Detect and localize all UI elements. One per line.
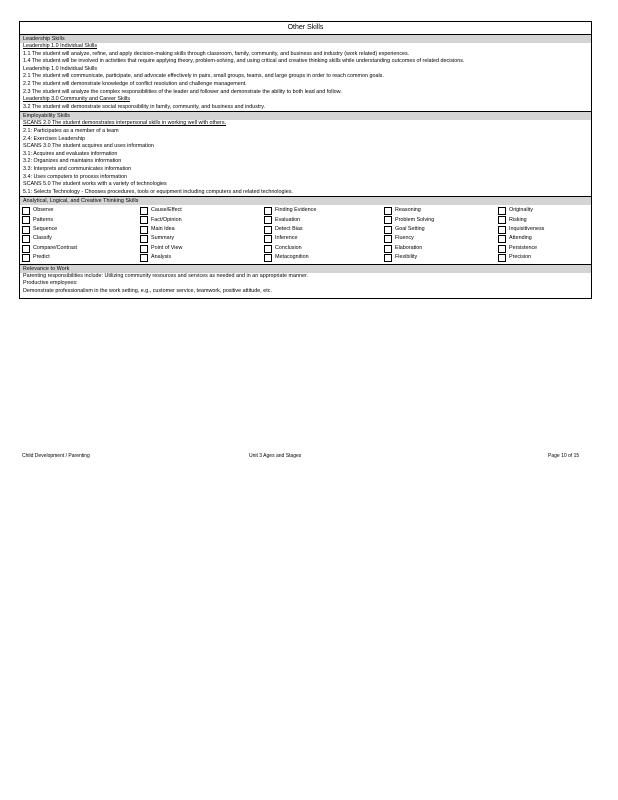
leadership-line: Leadership 1.0 Individual Skills <box>23 65 98 72</box>
checklist-item-label: Observe <box>33 207 54 214</box>
leadership-line: 3.2 The student will demonstrate social responsibility in family, community, and business and industry. <box>23 103 265 110</box>
checkbox[interactable] <box>22 254 30 262</box>
checklist-item[interactable] <box>140 234 264 243</box>
checklist-item-label: Reasoning <box>395 207 421 214</box>
checkbox[interactable] <box>140 245 148 253</box>
checklist-item-label: Finding Evidence <box>275 207 317 214</box>
checklist-item-label: Persistence <box>509 244 538 251</box>
checklist-item[interactable] <box>384 216 498 225</box>
checkbox[interactable] <box>264 207 272 215</box>
checklist-item[interactable] <box>264 253 384 262</box>
checklist-item[interactable] <box>264 225 384 234</box>
checklist-item[interactable] <box>384 234 498 243</box>
leadership-line: 1.4 The student will be involved in activities that require applying theory, problem-solving, and using critical and creative thinking skills while understanding outcomes of related decisions. <box>23 58 465 65</box>
checkbox[interactable] <box>140 254 148 262</box>
checklist-item[interactable] <box>384 225 498 234</box>
employability-line: 2.1: Participates as a member of a team <box>23 127 119 134</box>
checklist-item-label: Elaboration <box>395 244 423 251</box>
checklist-item-label: Inquisitiveness <box>509 226 545 233</box>
checkbox[interactable] <box>140 235 148 243</box>
checkbox[interactable] <box>264 254 272 262</box>
checkbox[interactable] <box>498 254 506 262</box>
checklist-item[interactable] <box>498 253 588 262</box>
footer-course: Child Development / Parenting <box>22 453 90 459</box>
checklist-item-label: Attending <box>509 235 532 242</box>
relevance-line: Demonstrate professionalism in the work setting, e.g., customer service, teamwork, positive attitude, etc. <box>23 287 272 294</box>
relevance-line: Productive employees: <box>23 280 78 287</box>
thinking-skills-checklist <box>20 205 591 263</box>
checklist-item-label: Fact/Opinion <box>151 216 182 223</box>
checklist-item[interactable] <box>498 216 588 225</box>
checklist-item-label: Problem Solving <box>395 216 435 223</box>
checklist-item[interactable] <box>264 216 384 225</box>
checklist-item[interactable] <box>264 244 384 253</box>
checklist-item[interactable] <box>140 216 264 225</box>
checkbox[interactable] <box>498 245 506 253</box>
checklist-item-label: Goal Setting <box>395 226 425 233</box>
employability-line: 3.4: Uses computers to process information <box>23 173 127 180</box>
checklist-item-label: Analysis <box>151 254 172 261</box>
employability-line: SCANS 2.0 The student demonstrates interpersonal skills in working well with others. <box>23 120 227 127</box>
checklist-item[interactable] <box>498 234 588 243</box>
footer-page-number: Page 10 of 15 <box>548 453 580 459</box>
checklist-item[interactable] <box>22 253 140 262</box>
relevance-header: Relevance to Work <box>20 264 591 273</box>
checklist-item[interactable] <box>22 206 140 215</box>
checkbox[interactable] <box>22 226 30 234</box>
checklist-item[interactable] <box>140 225 264 234</box>
employability-line: 5.1: Selects Technology - Chooses procedures, tools or equipment including computers and related technologies. <box>23 188 293 195</box>
checklist-item-label: Detect Bias <box>275 226 303 233</box>
thinking-header: Analytical, Logical, and Creative Thinking Skills <box>20 196 591 205</box>
checklist-item-label: Classify <box>33 235 52 242</box>
checkbox[interactable] <box>384 216 392 224</box>
checklist-item-label: Metacognition <box>275 254 309 261</box>
checkbox[interactable] <box>264 216 272 224</box>
leadership-line: 2.1 The student will communicate, participate, and advocate effectively in pairs, small groups, teams, and large groups in order to reach common goals. <box>23 73 384 80</box>
leadership-line: 2.3 The student will analyze the complex responsibilities of the leader and follower and demonstrate the ability to both lead and follow. <box>23 88 342 95</box>
checkbox[interactable] <box>140 207 148 215</box>
checklist-item[interactable] <box>22 244 140 253</box>
checklist-item-label: Compare/Contrast <box>33 244 78 251</box>
leadership-line: 1.1 The student will analyze, refine, and apply decision-making skills through classroom, family, community, and business and industry (work related) experiences. <box>23 50 410 57</box>
checklist-item-label: Point of View <box>151 244 183 251</box>
checkbox[interactable] <box>384 254 392 262</box>
checkbox[interactable] <box>498 216 506 224</box>
checklist-item-label: Predict <box>33 254 50 261</box>
checklist-item-label: Flexibility <box>395 254 418 261</box>
checklist-item[interactable] <box>22 234 140 243</box>
checklist-item-label: Cause/Effect <box>151 207 182 214</box>
leadership-section <box>20 43 591 111</box>
checklist-item-label: Fluency <box>395 235 414 242</box>
checkbox[interactable] <box>384 207 392 215</box>
checkbox[interactable] <box>264 245 272 253</box>
checklist-item[interactable] <box>384 206 498 215</box>
checklist-item-label: Evaluation <box>275 216 301 223</box>
employability-section <box>20 120 591 196</box>
checklist-item[interactable] <box>498 244 588 253</box>
checklist-item[interactable] <box>140 253 264 262</box>
checkbox[interactable] <box>264 226 272 234</box>
employability-line: SCANS 3.0 The student acquires and uses information <box>23 143 154 150</box>
checkbox[interactable] <box>22 245 30 253</box>
checkbox[interactable] <box>498 226 506 234</box>
checklist-item-label: Conclusion <box>275 244 302 251</box>
skills-table <box>19 21 592 299</box>
checklist-item[interactable] <box>498 206 588 215</box>
checkbox[interactable] <box>498 235 506 243</box>
employability-line: 3.2: Organizes and maintains information <box>23 158 122 165</box>
relevance-line: Parenting responsibilities include: Utilizing community resources and services as needed and in an appropriate manner. <box>23 272 308 279</box>
employability-line: SCANS 5.0 The student works with a variety of technologies <box>23 181 167 188</box>
leadership-line: 2.2 The student will demonstrate knowledge of conflict resolution and challenge management. <box>23 80 247 87</box>
checkbox[interactable] <box>498 207 506 215</box>
checkbox[interactable] <box>22 235 30 243</box>
checkbox[interactable] <box>264 235 272 243</box>
checkbox[interactable] <box>384 226 392 234</box>
checkbox[interactable] <box>384 245 392 253</box>
checklist-item[interactable] <box>22 225 140 234</box>
checkbox[interactable] <box>140 216 148 224</box>
checklist-item[interactable] <box>140 244 264 253</box>
relevance-section <box>20 273 591 299</box>
checklist-item[interactable] <box>22 216 140 225</box>
table-title: Other Skills <box>287 24 324 31</box>
employability-line: 2.4: Exercises Leadership <box>23 135 86 142</box>
employability-header: Employability Skills <box>20 111 591 120</box>
employability-line: 3.3: Interprets and communicates information <box>23 165 132 172</box>
checklist-item[interactable] <box>384 244 498 253</box>
leadership-line: Leadership 3.0 Community and Career Skills <box>23 96 130 103</box>
checklist-item[interactable] <box>384 253 498 262</box>
checklist-item[interactable] <box>498 225 588 234</box>
checklist-item-label: Main Idea <box>151 226 175 233</box>
checklist-item[interactable] <box>140 206 264 215</box>
employability-line: 3.1: Acquires and evaluates information <box>23 150 118 157</box>
checkbox[interactable] <box>22 207 30 215</box>
checklist-item[interactable] <box>264 234 384 243</box>
checklist-item[interactable] <box>264 206 384 215</box>
checklist-item-label: Precision <box>509 254 532 261</box>
checkbox[interactable] <box>140 226 148 234</box>
checklist-item-label: Summary <box>151 235 175 242</box>
checklist-item-label: Inference <box>275 235 298 242</box>
checkbox[interactable] <box>384 235 392 243</box>
checklist-item-label: Originality <box>509 207 533 214</box>
checklist-item-label: Risking <box>509 216 527 223</box>
checklist-item-label: Sequence <box>33 226 58 233</box>
leadership-line: Leadership 1.0 Individual Skills <box>23 43 98 49</box>
checklist-item-label: Patterns <box>33 216 54 223</box>
leadership-header: Leadership Skills <box>20 34 591 43</box>
checkbox[interactable] <box>22 216 30 224</box>
footer-unit: Unit 3 Ages and Stages <box>249 453 302 459</box>
